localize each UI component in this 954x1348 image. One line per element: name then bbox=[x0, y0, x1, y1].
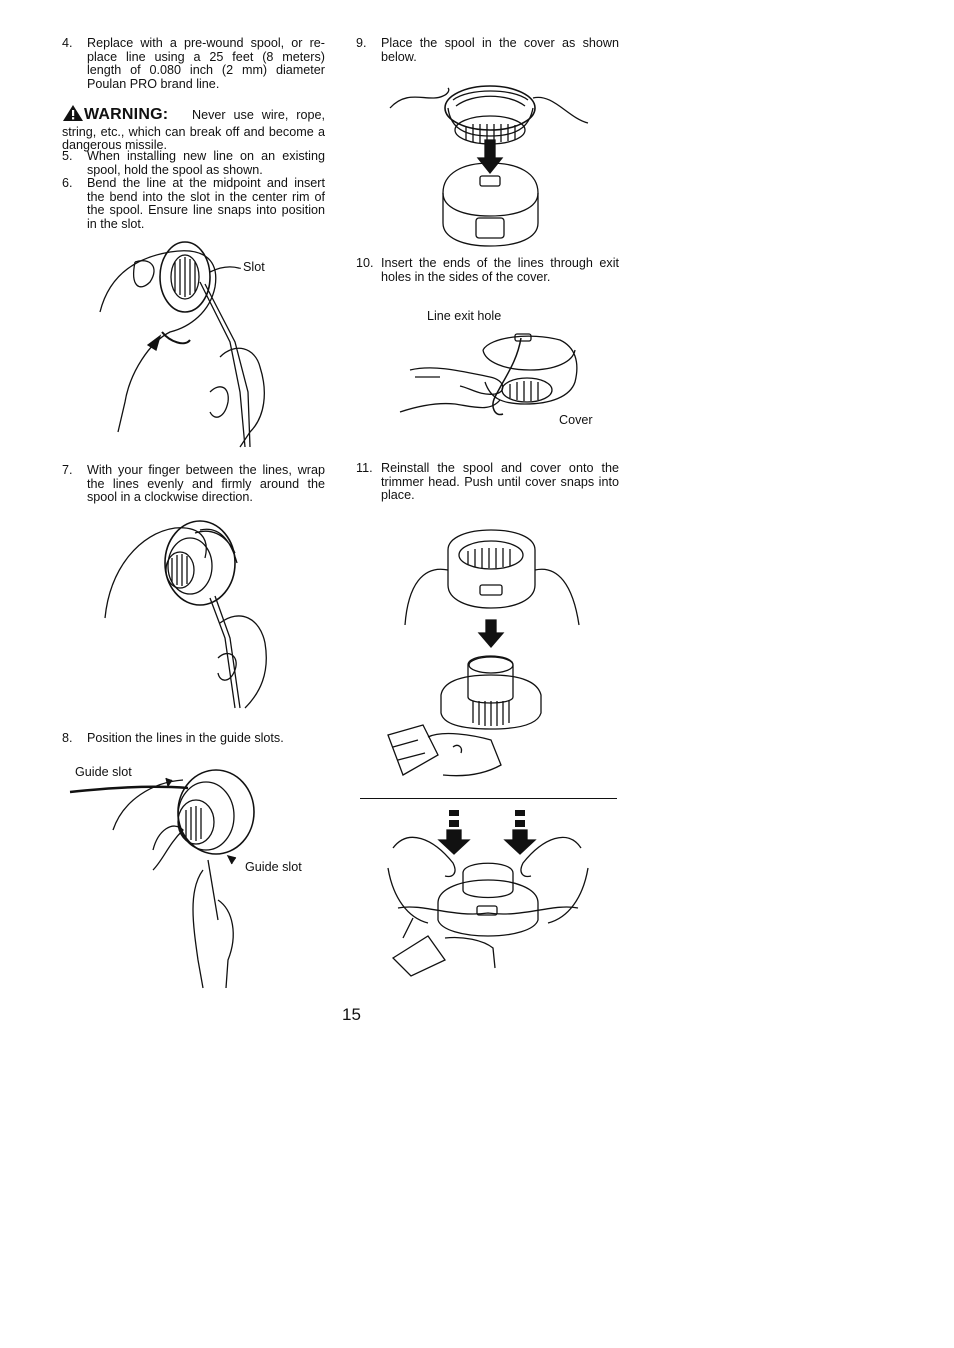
step-8 bbox=[62, 732, 325, 746]
page-number: 15 bbox=[342, 1005, 361, 1024]
figure-line-exit-hole bbox=[395, 322, 585, 437]
step-number: 6. bbox=[62, 176, 73, 190]
step-number: 11. bbox=[356, 461, 373, 475]
step-text: Bend the line at the midpoint and insert the bend into the slot in the center rim of the spool. Ensure line snaps into position in the slot. bbox=[87, 176, 325, 231]
step-number: 8. bbox=[62, 731, 73, 745]
step-number: 4. bbox=[62, 36, 73, 50]
callout-slot: Slot bbox=[243, 260, 265, 274]
step-number: 9. bbox=[356, 36, 367, 50]
step-text: Reinstall the spool and cover onto the trimmer head. Push until cover snaps into place. bbox=[381, 461, 619, 503]
figure-wrap-line bbox=[100, 508, 295, 718]
step-11 bbox=[356, 462, 619, 503]
warning-text: Never use wire, rope, string, etc., which can break off and become a dangerous missile. bbox=[62, 108, 325, 153]
figure-spool-in-cover bbox=[388, 78, 593, 250]
figure-reinstall-cover bbox=[383, 525, 588, 787]
step-text: Insert the ends of the lines through exit holes in the sides of the cover. bbox=[381, 256, 619, 284]
step-text: With your finger between the lines, wrap the lines evenly and firmly around the spool in a clockwise direction. bbox=[87, 463, 325, 505]
warning-title: WARNING: bbox=[84, 106, 169, 123]
step-4 bbox=[62, 37, 325, 91]
step-6 bbox=[62, 177, 325, 231]
step-10 bbox=[356, 257, 619, 284]
step-text: When installing new line on an existing spool, hold the spool as shown. bbox=[87, 149, 325, 177]
step-7 bbox=[62, 464, 325, 505]
step-number: 10. bbox=[356, 256, 374, 270]
callout-cover: Cover bbox=[559, 413, 593, 427]
figure-guide-slots bbox=[68, 760, 268, 990]
step-text: Place the spool in the cover as shown below. bbox=[381, 36, 619, 64]
step-text: Position the lines in the guide slots. bbox=[87, 731, 284, 745]
step-9 bbox=[356, 37, 619, 64]
step-number: 5. bbox=[62, 149, 73, 163]
step-text: Replace with a pre-wound spool, or re-place line using a 25 feet (8 meters) length of 0.080 inch (2 mm) diameter Poulan PRO brand line. bbox=[87, 36, 325, 91]
callout-guide-slot-top: Guide slot bbox=[75, 765, 132, 779]
figure-push-cover bbox=[383, 808, 593, 978]
warning-icon bbox=[62, 104, 84, 126]
divider-rule bbox=[360, 798, 617, 799]
step-5 bbox=[62, 150, 325, 177]
callout-line-exit-hole: Line exit hole bbox=[427, 309, 502, 323]
callout-guide-slot-bottom: Guide slot bbox=[245, 860, 302, 874]
step-number: 7. bbox=[62, 463, 73, 477]
warning-block bbox=[62, 104, 325, 153]
